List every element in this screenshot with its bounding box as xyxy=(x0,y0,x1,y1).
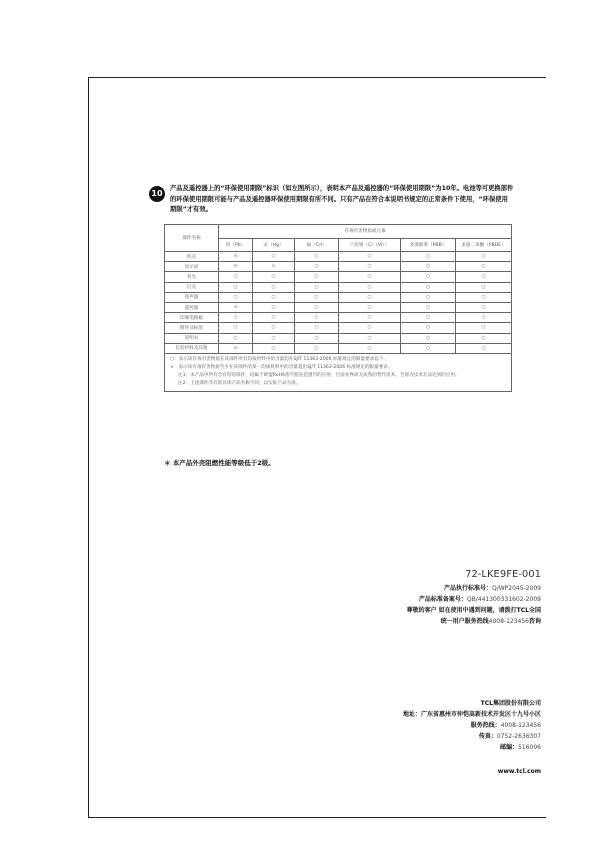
substance-mark-cell: ○ xyxy=(401,292,456,302)
substance-mark-cell: ○ xyxy=(401,323,456,333)
substance-mark-cell: ○ xyxy=(339,282,401,292)
filing-number-label: 产品标准备案号： xyxy=(418,596,467,603)
table-body xyxy=(165,252,512,354)
substance-mark-cell: ○ xyxy=(456,252,512,262)
substance-mark-cell: ○ xyxy=(219,333,253,343)
exec-standard-value: Q/WP2045-2009 xyxy=(492,585,541,592)
part-name-cell: 扬声器 xyxy=(165,292,219,302)
note-2: 注2：上述部件含有的具体产品名称不同，以实际产品为准。 xyxy=(178,380,301,386)
service-hotline-number: 4008-123456 xyxy=(488,618,529,625)
substance-mark-cell: ○ xyxy=(295,302,339,312)
substance-mark-cell: ○ xyxy=(401,302,456,312)
substance-mark-cell: ○ xyxy=(295,262,339,272)
substance-mark-cell: ○ xyxy=(295,343,339,353)
company-postcode: 邮编：516006 xyxy=(500,744,541,751)
substance-header: 六价铬（Cr（VI）） xyxy=(339,238,401,252)
substance-mark-cell: ○ xyxy=(253,252,295,262)
note-cross: ×：表示该有毒有害物质至少在该部件的某一均质材料中的含量超出SJ/T 11363-2006 标准规定的限量要求。 xyxy=(170,364,393,370)
table-row xyxy=(165,323,512,333)
company-name: TCL集团股份有限公司 xyxy=(480,700,541,707)
standards-block xyxy=(407,583,541,627)
substance-mark-cell: × xyxy=(253,262,295,272)
substance-mark-cell: × xyxy=(219,343,253,353)
environmental-period-logo-icon: 10 xyxy=(149,186,165,202)
note-1: 注1：本产品中所有含有铅的部件，均属于欧盟RoHS指令豁免范围内的应用，目前业界尚无成熟的替代技术，全部为技术无法达到的应用。 xyxy=(178,372,460,378)
filing-number-value: QB/441300331602-2009 xyxy=(466,596,541,603)
part-name-cell: 后壳 xyxy=(165,282,219,292)
substance-mark-cell: ○ xyxy=(253,282,295,292)
flame-rating-note: ＊ 本产品外壳阻燃性能等级低于2级。 xyxy=(164,459,275,467)
substance-header: 汞（Hg） xyxy=(253,238,295,252)
substance-mark-cell: ○ xyxy=(456,282,512,292)
substance-mark-cell: ○ xyxy=(295,252,339,262)
substance-header: 多溴二苯醚（PBDE） xyxy=(456,238,512,252)
part-name-header: 部件名称 xyxy=(165,225,219,252)
substance-mark-cell: ○ xyxy=(295,282,339,292)
substance-mark-cell: ○ xyxy=(253,272,295,282)
substance-mark-cell: ○ xyxy=(456,272,512,282)
substance-mark-cell: ○ xyxy=(253,292,295,302)
table-row xyxy=(165,343,512,353)
substance-mark-cell: ○ xyxy=(456,313,512,323)
substance-mark-cell: ○ xyxy=(253,333,295,343)
substance-mark-cell: ○ xyxy=(401,252,456,262)
table-row xyxy=(165,302,512,312)
note-circle: ○：表示该有毒有害物质在该部件所有均质材料中的含量均在SJ/T 11363-2006 标准规定的限量要求以下。 xyxy=(170,356,389,362)
substance-mark-cell: × xyxy=(219,252,253,262)
part-name-cell: 包装材料及其他 xyxy=(165,343,219,353)
table-row xyxy=(165,252,512,262)
substance-mark-cell: ○ xyxy=(339,252,401,262)
substance-mark-cell: ○ xyxy=(401,282,456,292)
substance-mark-cell: ○ xyxy=(219,282,253,292)
substance-group-header: 有毒有害物质或元素 xyxy=(219,225,512,239)
substance-mark-cell: ○ xyxy=(295,272,339,282)
substance-mark-cell: ○ xyxy=(339,302,401,312)
website: www.tcl.com xyxy=(497,768,541,775)
substance-mark-cell: ○ xyxy=(219,292,253,302)
part-name-cell: 显示屏 xyxy=(165,262,219,272)
substance-mark-cell: ○ xyxy=(401,313,456,323)
part-name-cell: 遥控器 xyxy=(165,302,219,312)
substance-mark-cell: ○ xyxy=(456,302,512,312)
table-row xyxy=(165,292,512,302)
customer-line-2: 统一用户服务热线4008-123456咨询 xyxy=(440,618,541,625)
table-notes xyxy=(165,353,512,391)
substance-mark-cell: ○ xyxy=(456,333,512,343)
table-row xyxy=(165,262,512,272)
substance-mark-cell: ○ xyxy=(339,292,401,302)
substance-mark-cell: ○ xyxy=(456,292,512,302)
substance-header: 多溴联苯（PBB） xyxy=(401,238,456,252)
substance-mark-cell: ○ xyxy=(401,343,456,353)
substance-mark-cell: ○ xyxy=(339,262,401,272)
part-name-cell: 印制电路板 xyxy=(165,313,219,323)
customer-line-1: 尊敬的客户 如在使用中遇到问题，请拨打TCL全国 xyxy=(406,607,541,614)
substance-header: 铅（Pb） xyxy=(219,238,253,252)
table-row xyxy=(165,272,512,282)
substance-mark-cell: ○ xyxy=(401,272,456,282)
company-hotline: 服务热线：4008-123456 xyxy=(470,722,541,729)
table-row xyxy=(165,333,512,343)
environmental-notice: 产品及遥控器上的“环保使用期限”标识（如左图所示），表明本产品及遥控器的“环保使用期限”为10年。电池等可更换部件的环保使用期限可能与产品及遥控器环保使用期限有所不同。只有产品在符合本说明书规定的正常条件下使用，“环保使用期限”才有效。 xyxy=(170,185,514,213)
substance-mark-cell: ○ xyxy=(253,302,295,312)
model-number: 72-LKE9FE-001 xyxy=(465,569,541,580)
substance-mark-cell: ○ xyxy=(339,272,401,282)
substance-mark-cell: ○ xyxy=(219,272,253,282)
substance-mark-cell: × xyxy=(219,262,253,272)
part-name-cell: 背光 xyxy=(165,272,219,282)
substance-mark-cell: ○ xyxy=(401,262,456,272)
substance-header: 镉（Cd） xyxy=(295,238,339,252)
substance-mark-cell: ○ xyxy=(253,323,295,333)
substance-mark-cell: ○ xyxy=(295,323,339,333)
substance-mark-cell: ○ xyxy=(219,313,253,323)
filing-number-line xyxy=(407,594,541,605)
exec-standard-label: 产品执行标准号： xyxy=(443,585,492,592)
part-name-cell: 机壳 xyxy=(165,252,219,262)
substance-mark-cell: ○ xyxy=(295,292,339,302)
substance-mark-cell: ○ xyxy=(339,323,401,333)
table-row xyxy=(165,313,512,323)
part-name-cell: 说明书 xyxy=(165,333,219,343)
substance-mark-cell: ○ xyxy=(295,313,339,323)
substance-mark-cell: × xyxy=(219,302,253,312)
hazardous-substance-table xyxy=(164,224,512,392)
substance-mark-cell: ○ xyxy=(401,333,456,343)
substance-mark-cell: ○ xyxy=(295,333,339,343)
substance-mark-cell: ○ xyxy=(339,343,401,353)
table-row xyxy=(165,282,512,292)
part-name-cell: 附件及标签 xyxy=(165,323,219,333)
substance-mark-cell: ○ xyxy=(339,333,401,343)
substance-mark-cell: ○ xyxy=(456,323,512,333)
substance-mark-cell: ○ xyxy=(456,262,512,272)
substance-mark-cell: ○ xyxy=(219,323,253,333)
table-header-row xyxy=(165,225,512,239)
substance-mark-cell: ○ xyxy=(456,343,512,353)
substance-mark-cell: ○ xyxy=(253,313,295,323)
company-block xyxy=(403,698,541,753)
exec-standard-line xyxy=(407,583,541,594)
substance-mark-cell: ○ xyxy=(253,343,295,353)
company-fax: 传真：0752-2636307 xyxy=(478,733,541,740)
company-address: 地址：广东省惠州市仲恺高新技术开发区十九号小区 xyxy=(402,711,541,718)
substance-mark-cell: ○ xyxy=(339,313,401,323)
